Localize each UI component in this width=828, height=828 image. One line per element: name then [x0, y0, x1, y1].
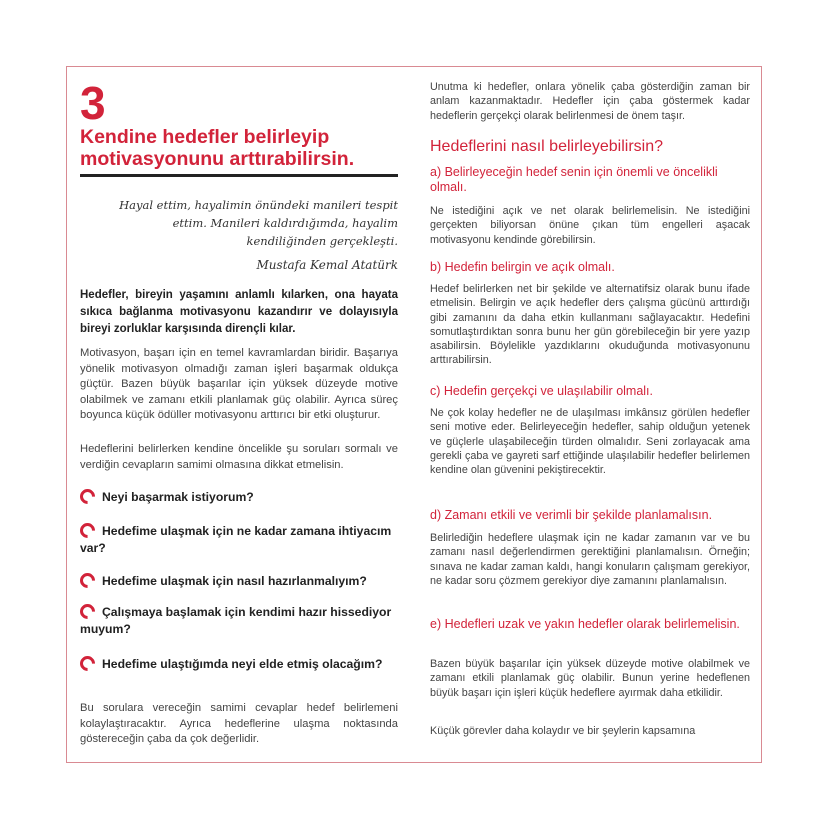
subsection-body-d: Belirlediğin hedeflere ulaşmak için ne kadar zamanın var ve bu zamanı nasıl değerlendirmen gerektiğini planlamalısın. Örneğin; sınava ne kadar zaman kaldı, hangi konuların çalışmam gerekiyor, ne kadar soru çözmem gerekiyor diye zamanını planlamalısın. — [430, 532, 750, 587]
questions-intro-paragraph: Hedeflerini belirlerken kendine öncelikle şu soruları sormalı ve verdiğin cevapların samimi olmasına dikkat etmelisin. — [80, 443, 398, 471]
continuation-line: Küçük görevler daha kolaydır ve bir şeylerin kapsamına — [430, 725, 696, 737]
subsection-body-a: Ne istediğini açık ve net olarak belirlemelisin. Ne istediğini gerçekten biliyorsan önüne çıkan tüm engelleri aşacak motivasyonu kendinde görebilirsin. — [430, 205, 750, 246]
chapter-title: Kendine hedefler belirleyip motivasyonunu arttırabilirsin. — [80, 126, 355, 170]
chapter-number: 3 — [80, 77, 106, 129]
epigraph-author: Mustafa Kemal Atatürk — [256, 258, 398, 272]
intro-paragraph: Hedefler, bireyin yaşamını anlamlı kılarken, ona hayata sıkıca bağlanma motivasyonu kazandırır ve dolayısıyla bireyi zorluklar karşısında dirençli kılar. — [80, 289, 398, 335]
right-intro-paragraph: Unutma ki hedefler, onlara yönelik çaba gösterdiğin zaman bir anlam kazanmaktadır. Hedefler için çaba göstermek kadar hedeflerin gerçekçi olarak belirlenmesi de önem taşır. — [430, 81, 750, 122]
subsection-title-b: b) Hedefin belirgin ve açık olmalı. — [430, 260, 615, 274]
subsection-title-a: a) Belirleyeceğin hedef senin için önemli ve öncelikli olmalı. — [430, 165, 718, 194]
question-item: Hedefime ulaştığımda neyi elde etmiş olacağım? — [80, 656, 398, 673]
subsection-body-e: Bazen büyük başarılar için yüksek düzeyde motive olabilmek ve zamanı etkili planlamak güç olabilir. Bunun yerine hedeflenen büyük başarı için işleri küçük hedeflere ayırmak daha etkilidir. — [430, 658, 750, 699]
title-divider — [80, 174, 398, 177]
section-heading: Hedeflerini nasıl belirleyebilirsin? — [430, 138, 663, 155]
closing-paragraph: Bu sorulara vereceğin samimi cevaplar hedef belirlemeni kolaylaştıracaktır. Ayrıca hedeflerine ulaşma noktasında göstereceğin çaba da çok değerlidir. — [80, 702, 398, 745]
subsection-title-e: e) Hedefleri uzak ve yakın hedefler olarak belirlemelisin. — [430, 617, 740, 631]
subsection-body-c: Ne çok kolay hedefler ne de ulaşılması imkânsız görülen hedefler seni motive eder. Belirleyeceğin hedefler, sahip olduğun yetenek ve güçlerle ulaşabileceğin türden olmalıdır. Seni zorlayacak ama gerekli çaba ve gayreti sarf ettiğinde ulaşılabilir hedefler belirlemen kendine olan güvenini pekiştirecektir. — [430, 407, 750, 477]
subsection-body-b: Hedef belirlerken net bir şekilde ve alternatifsiz olarak bunu ifade etmelisin. Belirgin ve açık hedefler ders çalışma gücünü arttırdığı gibi zamanını da daha etkin kullanmanı sağlayacaktır. Hedefini somutlaştırdıktan sonra bunu her gün görebileceğin bir yere yazıp asabilirsin. Böylelikle yazdıklarını okuduğunda motivasyonunu arttırabilirsin. — [430, 283, 750, 367]
subsection-title-c: c) Hedefin gerçekçi ve ulaşılabilir olmalı. — [430, 384, 654, 398]
circle-bullet-icon — [77, 653, 98, 674]
question-item: Neyi başarmak istiyorum? — [80, 489, 398, 506]
circle-bullet-icon — [77, 601, 98, 622]
circle-bullet-icon — [77, 520, 98, 541]
question-item: Hedefime ulaşmak için nasıl hazırlanmalıyım? — [80, 573, 398, 590]
circle-bullet-icon — [77, 486, 98, 507]
epigraph-quote: Hayal ettim, hayalimin önündeki manileri tespit ettim. Manileri kaldırdığımda, hayalim kendiliğinden gerçekleşti. — [119, 198, 398, 248]
subsection-title-d: d) Zamanı etkili ve verimli bir şekilde planlamalısın. — [430, 508, 713, 522]
circle-bullet-icon — [77, 570, 98, 591]
question-item: Çalışmaya başlamak için kendimi hazır hissediyor muyum? — [80, 604, 398, 638]
question-item: Hedefime ulaşmak için ne kadar zamana ihtiyacım var? — [80, 523, 398, 557]
motivation-paragraph: Motivasyon, başarı için en temel kavramlardan biridir. Başarıya yönelik motivasyon olmadığı zaman işleri başarmak oldukça güçtür. Bazen büyük başarılar için yüksek düzeyde motive olabilmek ve zamanı etkili planlamak güç olabilir. Ayrıca süreç boyunca küçük ödüller motivasyonu arttırıcı bir etki oluşturur. — [80, 347, 398, 421]
